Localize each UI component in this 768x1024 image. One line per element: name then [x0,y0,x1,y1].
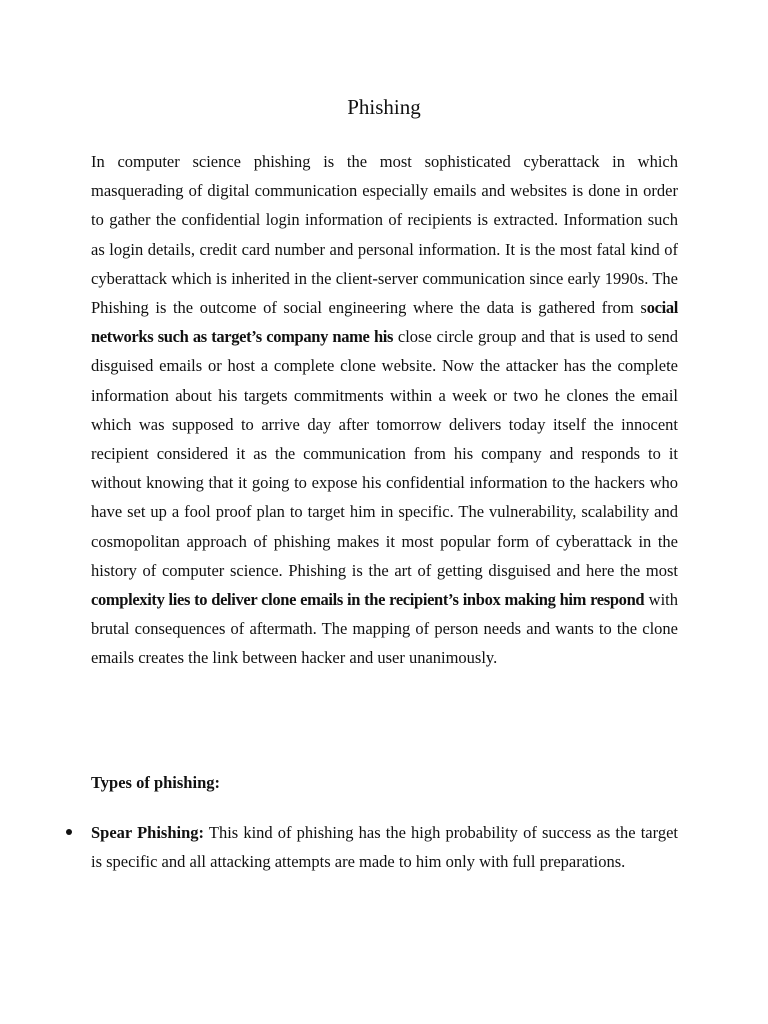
document-title: Phishing [347,95,421,119]
intro-text-part-3: with brutal consequences of aftermath. The mapping of person needs and wants to the clone emails creates the link between hacker and user unanimously. [91,590,678,668]
list-item-text [91,818,678,876]
intro-bold-phrase-2: complexity lies to deliver clone emails in the recipient’s inbox making him respond [91,590,645,610]
intro-text-part-1: In computer science phishing is the most sophisticated cyberattack in which masquerading of digital communication especially emails and websites is done in order to gather the confidential login information of recipients is extracted. Information such as login details, credit card number and personal information. It is the most fatal kind of cyberattack which is inherited in the client-server communication since early 1990s. The Phishing is the outcome of social engineering where the data is gathered from s [91,152,678,318]
intro-bold-phrase-1: ocial networks such as target’s company name his [91,298,678,347]
bullet-icon [66,829,72,835]
intro-text-part-2: close circle group and that is used to send disguised emails or host a complete clone website. Now the attacker has the complete information about his targets commitments within a week or two he clones the email which was supposed to arrive day after tomorrow delivers today itself the innocent recipient considered it as the communication from his company and responds to it without knowing that it going to expose his confidential information to the hackers who have set up a fool proof plan to target him in specific. The vulnerability, scalability and cosmopolitan approach of phishing makes it most popular form of cyberattack in the history of computer science. Phishing is the art of getting disguised and here the most [91,327,678,580]
list-item [0,818,768,876]
intro-paragraph [91,147,678,673]
types-list [0,818,768,876]
list-item-description: This kind of phishing has the high probability of success as the target is specific and all attacking attempts are made to him only with full preparations. [91,823,678,872]
types-heading: Types of phishing: [91,773,220,792]
list-item-term: Spear Phishing: [91,823,205,842]
